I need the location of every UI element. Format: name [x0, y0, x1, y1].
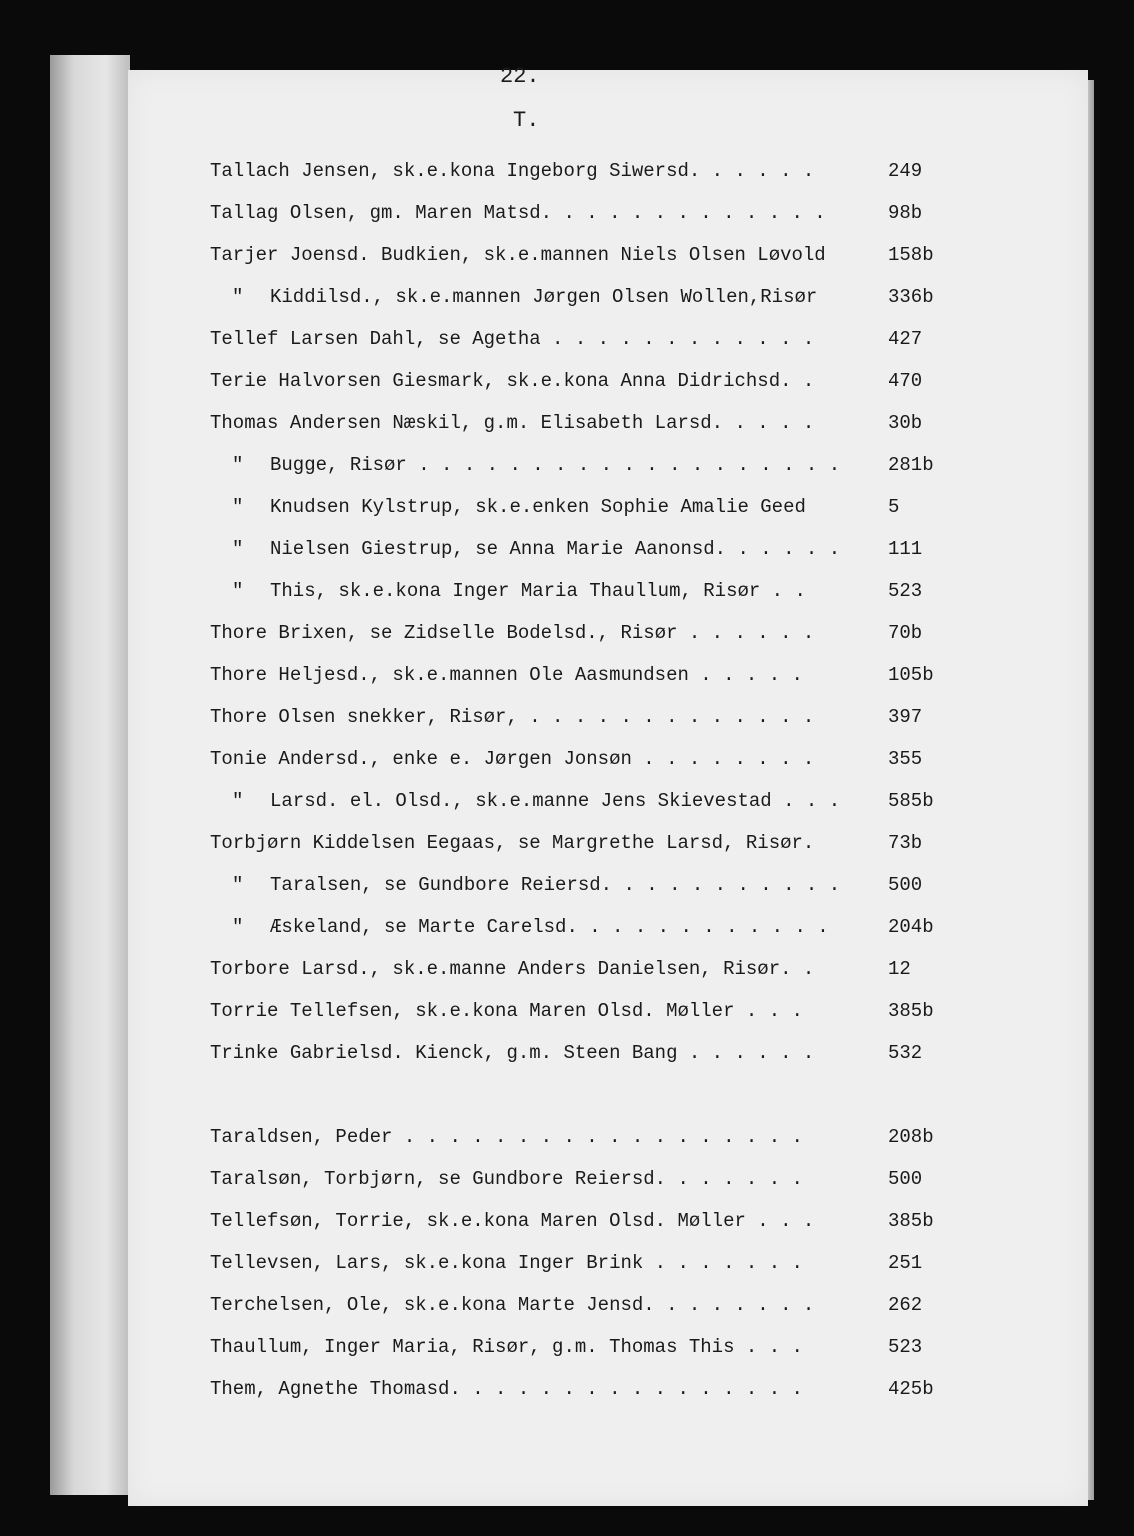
index-entry — [210, 612, 990, 654]
book-spine — [50, 55, 130, 1495]
entry-text: Bugge, Risør . . . . . . . . . . . . . . . . . . . — [270, 454, 841, 476]
entry-page-ref: 5 — [888, 496, 900, 518]
entry-text: Them, Agnethe Thomasd. . . . . . . . . . . . . . . . — [210, 1378, 803, 1400]
index-entry — [210, 1368, 990, 1410]
entry-text: Kiddilsd., sk.e.mannen Jørgen Olsen Wollen,Risør — [270, 286, 818, 308]
ditto-mark: " — [232, 286, 244, 308]
section-letter: T. — [513, 108, 540, 133]
entry-page-ref: 427 — [888, 328, 923, 350]
entry-page-ref: 500 — [888, 874, 923, 896]
entry-page-ref: 262 — [888, 1294, 923, 1316]
entry-page-ref: 204b — [888, 916, 934, 938]
entry-text: Taralsen, se Gundbore Reiersd. . . . . . . . . . . — [270, 874, 841, 896]
entry-text: Nielsen Giestrup, se Anna Marie Aanonsd. . . . . . — [270, 538, 841, 560]
entry-page-ref: 251 — [888, 1252, 923, 1274]
entry-page-ref: 336b — [888, 286, 934, 308]
index-list — [210, 150, 990, 1410]
index-entry — [210, 1326, 990, 1368]
index-entry — [210, 1032, 990, 1074]
entry-text: Tarjer Joensd. Budkien, sk.e.mannen Niels Olsen Løvold — [210, 244, 826, 266]
page-number: 22. — [500, 64, 540, 89]
entry-page-ref: 523 — [888, 580, 923, 602]
entry-text: Tellef Larsen Dahl, se Agetha . . . . . . . . . . . . — [210, 328, 815, 350]
index-entry — [210, 276, 990, 318]
entry-page-ref: 70b — [888, 622, 923, 644]
entry-text: Tallag Olsen, gm. Maren Matsd. . . . . . . . . . . . . — [210, 202, 826, 224]
entry-page-ref: 500 — [888, 1168, 923, 1190]
entry-text: Tonie Andersd., enke e. Jørgen Jonsøn . . . . . . . . — [210, 748, 815, 770]
index-entry — [210, 1200, 990, 1242]
entry-text: Tellevsen, Lars, sk.e.kona Inger Brink . . . . . . . — [210, 1252, 803, 1274]
index-entry — [210, 318, 990, 360]
index-entry — [210, 990, 990, 1032]
entry-page-ref: 12 — [888, 958, 911, 980]
ditto-mark: " — [232, 580, 244, 602]
entry-text: Trinke Gabrielsd. Kienck, g.m. Steen Bang . . . . . . — [210, 1042, 815, 1064]
entry-text: Thaullum, Inger Maria, Risør, g.m. Thomas This . . . — [210, 1336, 803, 1358]
index-entry — [210, 822, 990, 864]
ditto-mark: " — [232, 916, 244, 938]
entry-text: Torbore Larsd., sk.e.manne Anders Danielsen, Risør. . — [210, 958, 815, 980]
index-entry — [210, 1116, 990, 1158]
section-gap — [210, 1074, 990, 1116]
entry-text: Tallach Jensen, sk.e.kona Ingeborg Siwersd. . . . . . — [210, 160, 815, 182]
entry-page-ref: 585b — [888, 790, 934, 812]
entry-text: Terchelsen, Ole, sk.e.kona Marte Jensd. . . . . . . . — [210, 1294, 815, 1316]
index-entry — [210, 402, 990, 444]
entry-page-ref: 98b — [888, 202, 923, 224]
entry-page-ref: 470 — [888, 370, 923, 392]
index-entry — [210, 1242, 990, 1284]
index-entry — [210, 696, 990, 738]
entry-page-ref: 249 — [888, 160, 923, 182]
entry-page-ref: 158b — [888, 244, 934, 266]
index-entry — [210, 150, 990, 192]
entry-text: This, sk.e.kona Inger Maria Thaullum, Risør . . — [270, 580, 806, 602]
index-entry — [210, 738, 990, 780]
entry-page-ref: 532 — [888, 1042, 923, 1064]
entry-text: Torbjørn Kiddelsen Eegaas, se Margrethe Larsd, Risør. — [210, 832, 815, 854]
index-entry — [210, 906, 990, 948]
entry-text: Terie Halvorsen Giesmark, sk.e.kona Anna Didrichsd. . — [210, 370, 815, 392]
entry-text: Torrie Tellefsen, sk.e.kona Maren Olsd. Møller . . . — [210, 1000, 803, 1022]
entry-page-ref: 355 — [888, 748, 923, 770]
ditto-mark: " — [232, 538, 244, 560]
entry-page-ref: 385b — [888, 1000, 934, 1022]
index-entry — [210, 360, 990, 402]
entry-page-ref: 523 — [888, 1336, 923, 1358]
entry-page-ref: 281b — [888, 454, 934, 476]
index-entry — [210, 444, 990, 486]
entry-page-ref: 397 — [888, 706, 923, 728]
index-entry — [210, 192, 990, 234]
entry-page-ref: 208b — [888, 1126, 934, 1148]
ditto-mark: " — [232, 454, 244, 476]
ditto-mark: " — [232, 874, 244, 896]
entry-text: Knudsen Kylstrup, sk.e.enken Sophie Amalie Geed — [270, 496, 806, 518]
entry-page-ref: 425b — [888, 1378, 934, 1400]
index-entry — [210, 1284, 990, 1326]
index-entry — [210, 864, 990, 906]
index-entry — [210, 570, 990, 612]
entry-page-ref: 73b — [888, 832, 923, 854]
entry-page-ref: 111 — [888, 538, 923, 560]
entry-text: Thore Olsen snekker, Risør, . . . . . . . . . . . . . — [210, 706, 815, 728]
entry-text: Thomas Andersen Næskil, g.m. Elisabeth Larsd. . . . . — [210, 412, 815, 434]
entry-text: Larsd. el. Olsd., sk.e.manne Jens Skievestad . . . — [270, 790, 841, 812]
document-page — [128, 64, 1088, 1506]
index-entry — [210, 1158, 990, 1200]
entry-text: Thore Brixen, se Zidselle Bodelsd., Risør . . . . . . — [210, 622, 815, 644]
entry-text: Taraldsen, Peder . . . . . . . . . . . . . . . . . . — [210, 1126, 803, 1148]
index-entry — [210, 234, 990, 276]
index-entry — [210, 948, 990, 990]
index-entry — [210, 780, 990, 822]
index-entry — [210, 486, 990, 528]
entry-text: Æskeland, se Marte Carelsd. . . . . . . . . . . . — [270, 916, 829, 938]
entry-text: Tellefsøn, Torrie, sk.e.kona Maren Olsd. Møller . . . — [210, 1210, 815, 1232]
index-entry — [210, 528, 990, 570]
ditto-mark: " — [232, 496, 244, 518]
entry-text: Thore Heljesd., sk.e.mannen Ole Aasmundsen . . . . . — [210, 664, 803, 686]
index-entry — [210, 654, 990, 696]
entry-text: Taralsøn, Torbjørn, se Gundbore Reiersd. . . . . . . — [210, 1168, 803, 1190]
entry-page-ref: 30b — [888, 412, 923, 434]
entry-page-ref: 105b — [888, 664, 934, 686]
ditto-mark: " — [232, 790, 244, 812]
entry-page-ref: 385b — [888, 1210, 934, 1232]
